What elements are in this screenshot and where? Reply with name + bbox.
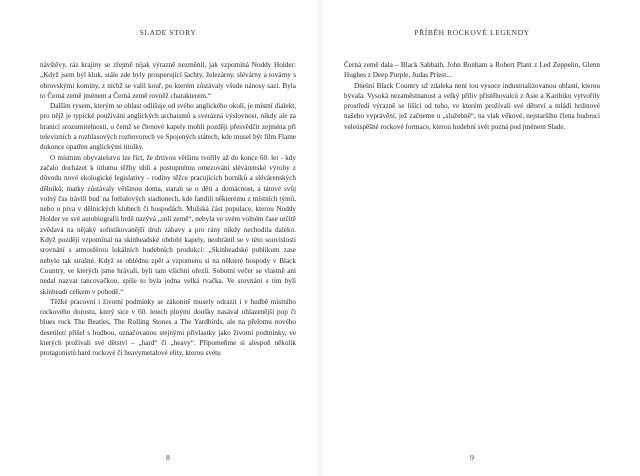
paragraph: O místním obyvatelstvu lze říct, že drtivou většinu tvořily až do konce 60. let - kdy začalo docházet k útlumu těžby uhlí a postupnému omezování slévárenské výroby z důvodu nové ekologické legislativy - rodiny těžce pracujících horníků a slévárenských dělníků; matky zůstávaly většinou doma, starali se o děti a domácnost, a tátové svůj volný čas trávili buď na fotbalových stadionech, kde fandili některému z místních týmů, nebo u piva v dělnických klubech či hospodách. Mužská část populace, kterou Noddy Holder ve své autobiografii hrdě nazývá „solí země“, nebyla ve svém volném čase určitě zvědavá na nějaký sofistikovanější druh zábavy a pro rány nikdy nechodila daleko. Když později vzpomínal na skinheadské období kapely, neubránil se v této souvislosti srovnání s atmosférou lokálních hudebních produkcí: „Skinheadské publikum zase nebylo tak strašné. Když se ohlédnu zpět a vzpomenu si na některé hospody v Black Country, ve kterých jsme hrávali, byli tam všichni ořezlí. Sobotní večer se vlastně ani nedal nazvat tancovačkou, spíše to byla jedna velká rvačka. Ve srovnání s tím byli skinheadi celkem v pohodě.“ bbox=[40, 153, 296, 296]
paragraph: Dnešní Black Country už zdaleka není tou vysoce industrializovanou oblastí, kterou bývala. Vysoká nezaměstnanost a velký příliv přistěhovalců z Asie a Karibiku vytvořily prostředí výrazně se lišící od toho, ve kterém prožívali své dětství a mládí hrdinové našeho vyprávění, jež začneme u „služebně“, na vlak věkové, nejstaršího člena budoucí veleúspěšné rockové formace, kterou hudební svět pozná pod jménem Slade. bbox=[344, 81, 600, 131]
paragraph: Těžké pracovní i životní podmínky se zákonitě musely odrazit i v hudbě místního rockového dorostu, který sice v 60. letech plnými doušky nasával uhlazenější pop či blues rock The Beatles, The Rolling Stones a The Yardbirds, ale na přelomu nového desetiletí přišel s hudbou, označovanou stejnými přívlastky jako životní podmínky, ve kterých prožívali své dětství – „hard“ či „heavy“. Připomeňme si alespoň několik protagonistů hard rockové či heavymetalové elity, kterou svétu bbox=[40, 297, 296, 358]
running-head-right: PŘÍBĚH ROCKOVÉ LEGENDY bbox=[414, 28, 530, 37]
right-page-body bbox=[344, 60, 600, 132]
paragraph: návštěvy, ráz krajiny se zřejmě nijak výrazně nezměnil, jak vzpomíná Noddy Holder: „Když jsem byl kluk, stále zde byly prosperující šachty, železárny, slévárny a továrny s obrovskými komíny, z nichž se valil kouř, po kterém zůstávaly všude nánosy sazí. Byla to Černá země jménem a Černá země rovněž charakterem.“ bbox=[40, 61, 296, 100]
running-head-left: SLADE STORY bbox=[139, 28, 197, 37]
right-page bbox=[320, 0, 640, 476]
page-number-right: 9 bbox=[470, 453, 474, 462]
page-number-left: 8 bbox=[166, 453, 170, 462]
paragraph: Černá země dala – Black Sabbath, John Bonham a Robert Plant z Led Zeppelin, Glenn Hughes z Deep Purple, Judas Priest... bbox=[344, 61, 600, 80]
paragraph: Dalším rysem, kterým se oblast odlišuje od svého anglického okolí, je místní dialekt, pro nějž je typické používání anglických archaismů a svérázná výslovnost, nikdy ale za hranicí srozumitelnosti, o čemž se členové kapely mohli později přesvědčit zejména při televizních a rozhlasových rozhovorech ve Spojených státech, kde musel být film Flame dokonce opatřen anglickými titulky. bbox=[40, 102, 296, 152]
left-page-body bbox=[40, 60, 296, 359]
